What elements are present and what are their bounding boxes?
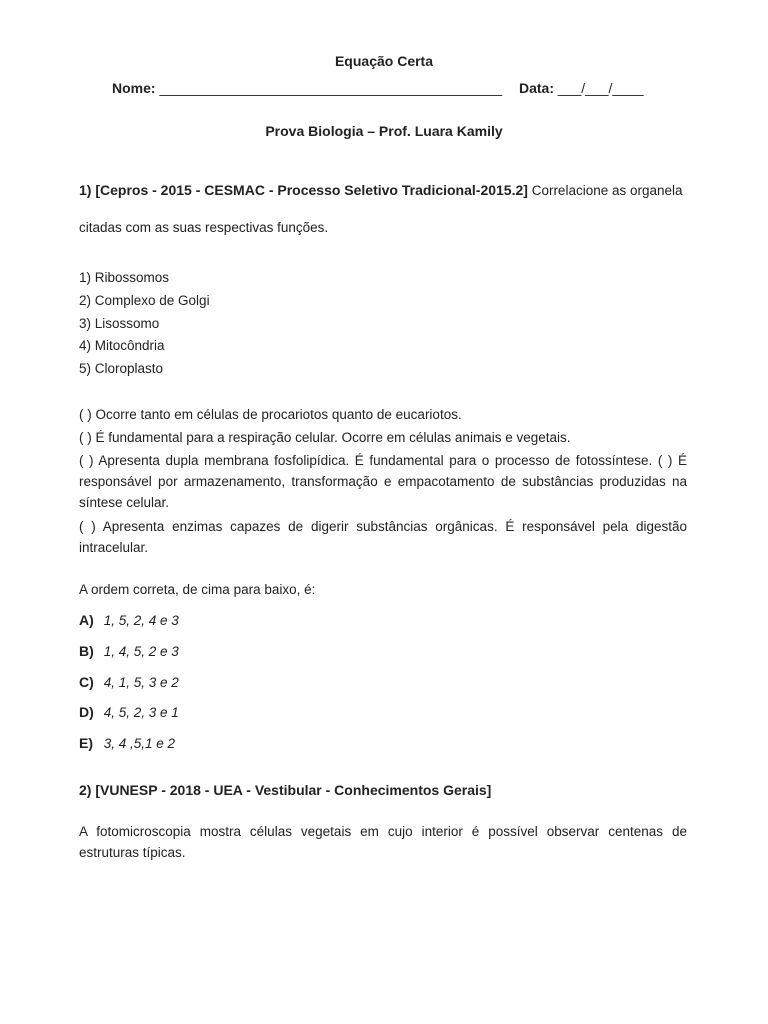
option-label: E) xyxy=(79,735,93,751)
statement: ( ) É fundamental para a respiração celular. Ocorre em células animais e vegetais. xyxy=(79,430,571,446)
name-field xyxy=(112,80,502,96)
page-title: Equação Certa xyxy=(334,53,434,69)
option-label: D) xyxy=(79,704,94,720)
question-2-text: A fotomicroscopia mostra células vegetais em cujo interior é possível observar centenas de estruturas típicas. xyxy=(79,824,687,860)
function-statements xyxy=(79,404,687,560)
organelle-list xyxy=(79,267,210,381)
exam-subtitle: Prova Biologia – Prof. Luara Kamily xyxy=(265,123,503,139)
option-label: A) xyxy=(79,612,94,628)
date-blank: ___/___/____ xyxy=(557,80,644,96)
list-item: 3) Lisossomo xyxy=(79,315,160,331)
option-d xyxy=(79,704,179,720)
answer-prompt: A ordem correta, de cima para baixo, é: xyxy=(79,582,316,597)
list-item: 1) Ribossomos xyxy=(79,270,170,285)
question-1-intro: Correlacione as organela xyxy=(527,183,683,198)
option-a xyxy=(79,612,179,628)
option-text: 4, 1, 5, 3 e 2 xyxy=(103,675,179,690)
list-item: 2) Complexo de Golgi xyxy=(79,292,210,308)
question-1-intro-continued: citadas com as suas respectivas funções. xyxy=(79,220,329,235)
name-blank: ____________________________________________ xyxy=(159,80,503,96)
date-field xyxy=(519,80,644,96)
question-1-heading xyxy=(79,182,683,198)
date-label: Data: xyxy=(519,80,555,96)
option-label: C) xyxy=(79,674,94,690)
option-e xyxy=(79,735,175,751)
question-2-heading: 2) [VUNESP - 2018 - UEA - Vestibular - Conhecimentos Gerais] xyxy=(79,782,492,798)
question-1-source: 1) [Cepros - 2015 - CESMAC - Processo Seletivo Tradicional-2015.2] xyxy=(79,182,528,198)
option-text: 4, 5, 2, 3 e 1 xyxy=(103,705,179,720)
statement: ( ) Ocorre tanto em células de procariotos quanto de eucariotos. xyxy=(79,407,462,422)
list-item: 4) Mitocôndria xyxy=(79,338,165,354)
option-text: 1, 4, 5, 2 e 3 xyxy=(103,644,179,659)
option-b xyxy=(79,643,179,659)
option-text: 3, 4 ,5,1 e 2 xyxy=(103,736,176,751)
name-label: Nome: xyxy=(112,80,156,96)
option-c xyxy=(79,674,179,690)
option-text: 1, 5, 2, 4 e 3 xyxy=(103,613,179,628)
list-item: 5) Cloroplasto xyxy=(79,361,164,377)
statement: ( ) Apresenta dupla membrana fosfolipídica. É fundamental para o processo de fotossíntese. ( ) É responsável por armazenamento, transformação e empacotamento de substâncias produzidas na síntese celular. xyxy=(79,453,687,511)
option-label: B) xyxy=(79,643,94,659)
statement: ( ) Apresenta enzimas capazes de digerir substâncias orgânicas. É responsável pela digestão intracelular. xyxy=(79,518,687,555)
